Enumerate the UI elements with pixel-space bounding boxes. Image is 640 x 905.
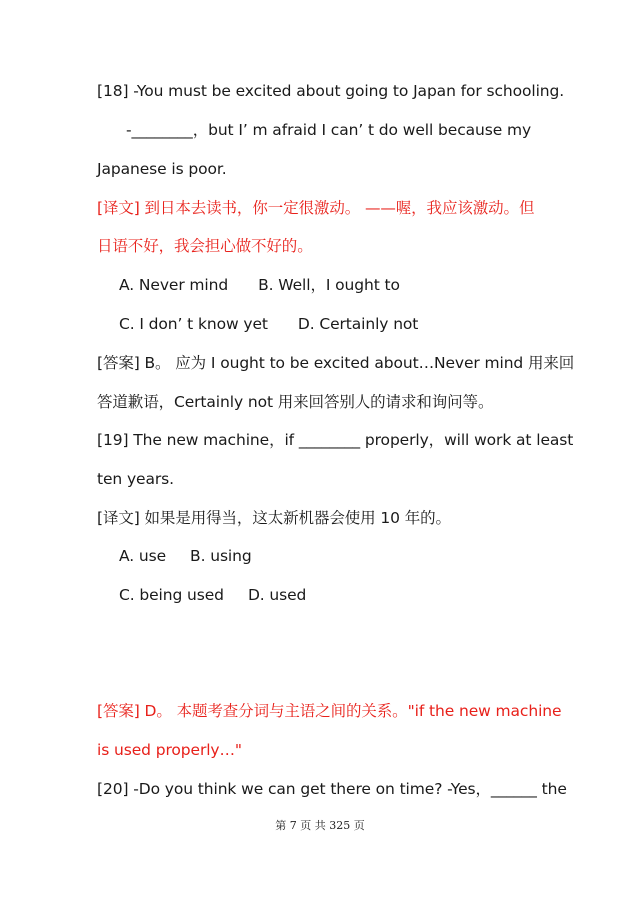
q18-answer: [答案] B。 应为 I ought to be excited about…Never mind 用来回: [97, 354, 575, 372]
q19-option-b: B. using: [190, 547, 252, 565]
q18-option-b: B. Well，I ought to: [258, 276, 400, 294]
q19-option-d: D. used: [247, 586, 307, 604]
q18-dialogue-reply: -________，but I’ m afraid I can’ t do well because my: [126, 121, 532, 139]
q18-answer-continued: 答道歉语，Certainly not 用来回答别人的请求和询问等。: [97, 393, 494, 411]
q18-options-row-2: [119, 314, 579, 334]
q18-translation-continued: 日语不好，我会担心做不好的。: [97, 237, 313, 255]
q18-options-row-1: [119, 275, 579, 295]
q19-stem: [19] The new machine，if ________ properly，will work at least: [97, 431, 574, 449]
q19-answer-continued: is used properly…": [97, 741, 242, 759]
q18-option-d: D. Certainly not: [297, 315, 419, 333]
q19-translation: [译文] 如果是用得当，这太新机器会使用 10 年的。: [97, 509, 451, 527]
q19-answer: [答案] D。 本题考查分词与主语之间的关系。"if the new machine: [97, 702, 562, 720]
q19-option-a: A. use: [119, 547, 167, 565]
page-footer: 第 7 页 共 325 页: [275, 819, 365, 832]
q19-options-row-2: [119, 585, 579, 605]
q18-translation: [译文] 到日本去读书，你一定很激动。 ——喔，我应该激动。但: [97, 199, 535, 217]
q19-option-c: C. being used: [119, 586, 224, 604]
q19-options-row-1: [119, 546, 579, 566]
q18-option-a: A. Never mind: [119, 276, 229, 294]
q18-option-c: C. I don’ t know yet: [119, 315, 268, 333]
q19-stem-continued: ten years.: [97, 470, 174, 488]
q18-stem-continued: Japanese is poor.: [97, 160, 227, 178]
q18-stem: [18] -You must be excited about going to Japan for schooling.: [97, 82, 565, 100]
q20-stem: [20] -Do you think we can get there on time? -Yes，______ the: [97, 780, 567, 798]
